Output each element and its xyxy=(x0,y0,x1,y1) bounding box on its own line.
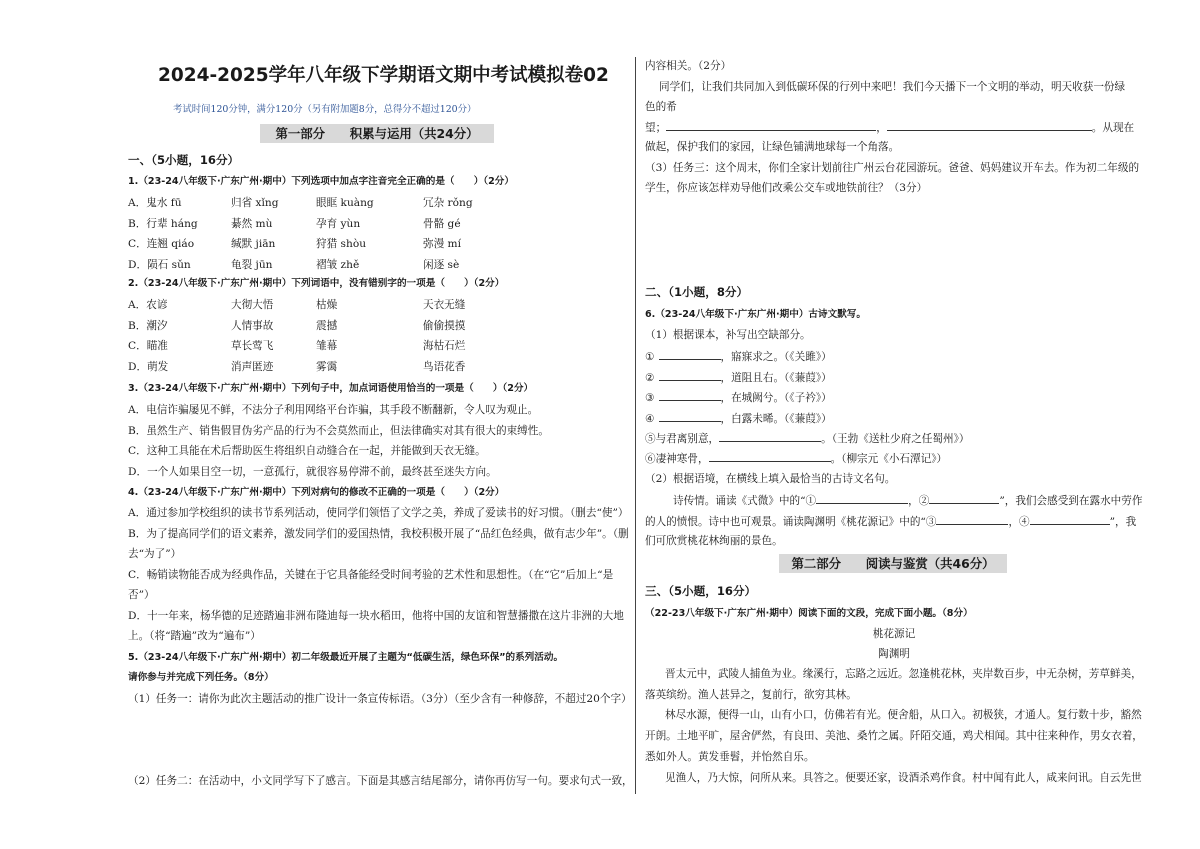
essay-line: 见渔人，乃大惊，问所从来。具答之。便要还家，设酒杀鸡作食。村中闻有此人，咸来问讯。自云先世 xyxy=(665,771,1142,784)
poem-context-line-1 xyxy=(673,493,1142,508)
answer-blank[interactable] xyxy=(659,411,721,422)
poem-context-line-2 xyxy=(645,514,1136,529)
question-5-task-1: （1）任务一：请你为此次主题活动的推广设计一条宣传标语。（3分）（至少含有一种修辞，不超过20个字） xyxy=(128,693,632,705)
option-cell: 褶皱 zhě xyxy=(316,258,360,271)
context-2b: ，④ xyxy=(1008,516,1030,528)
question-6: 6.（23-24八年级下·广东广州·期中）古诗文默写。 xyxy=(645,309,866,320)
answer-option: A．电信诈骗屡见不鲜，不法分子利用网络平台诈骗，其手段不断翻新，令人叹为观止。 xyxy=(128,404,539,416)
essay-line: 开朗。土地平旷，屋舍俨然，有良田、美池、桑竹之属。阡陌交通，鸡犬相闻。其中往来种作，男女衣着， xyxy=(645,730,1143,743)
item-5-source: 。（王勃《送杜少府之任蜀州》） xyxy=(821,433,970,445)
item-number: ③ xyxy=(645,392,655,404)
option-cell: 鸟语花香 xyxy=(423,360,466,373)
fill-suffix: 。从现在 xyxy=(1091,122,1135,134)
fill-comma: ， xyxy=(876,122,887,134)
answer-blank-c3[interactable] xyxy=(936,514,1008,525)
answer-option: B．为了提高同学们的语文素养，激发同学们的爱国热情，我校积极开展了“品红色经典，做有志少年”。（删 xyxy=(128,527,629,540)
context-1b: ，② xyxy=(908,495,930,507)
recitation-item xyxy=(645,411,832,426)
option-cell: 雾霭 xyxy=(316,360,338,373)
answer-option: C．这种工具能在术后帮助医生将组织自动缝合在一起，并能做到天衣无缝。 xyxy=(128,445,486,457)
option-cell: 草长莺飞 xyxy=(231,340,274,352)
slogan-fill-line xyxy=(645,120,1143,135)
item-text: ，寤寐求之。（《关雎》） xyxy=(720,351,832,363)
answer-blank-c4[interactable] xyxy=(1030,514,1110,525)
question-5: 5.（23-24八年级下·广东广州·期中）初二年级最近开展了主题为“低碳生活，绿色环保”的系列活动。 xyxy=(128,652,564,663)
answer-blank[interactable] xyxy=(659,390,721,401)
part2-banner: 第二部分 阅读与鉴赏（共46分） xyxy=(779,554,1007,573)
item-5-prefix: ⑤与君离别意， xyxy=(645,433,720,445)
option-cell: 龟裂 jūn xyxy=(231,258,273,271)
answer-blank[interactable] xyxy=(659,370,721,381)
question-1: 1.（23-24八年级下·广东广州·期中）下列选项中加点字注音完全正确的是（ ）（2分） xyxy=(128,176,514,187)
context-1c: ”，我们会感受到在露水中劳作 xyxy=(999,495,1143,507)
item-6-prefix: ⑥凄神寒骨， xyxy=(645,453,709,465)
option-cell: 闲逐 sè xyxy=(423,258,460,271)
option-cell: 枯燥 xyxy=(316,299,338,311)
answer-option: D．十一年来，杨华德的足迹踏遍非洲布隆迪每一块水稻田，他将中国的友谊和智慧播撒在这片非洲的大地 xyxy=(128,609,624,622)
option-cell: 海枯石烂 xyxy=(423,340,466,352)
part1-banner: 第一部分 积累与运用（共24分） xyxy=(260,124,494,143)
poem-context-line-3: 们可欣赏桃花林绚丽的景色。 xyxy=(645,535,783,547)
question-3: 3.（23-24八年级下·广东广州·期中）下列句子中，加点词语使用恰当的一项是（ ）（2分） xyxy=(128,383,534,394)
essay-line: 晋太元中，武陵人捕鱼为业。缘溪行，忘路之远近。忽逢桃花林，夹岸数百步，中无杂树，芳草鲜美， xyxy=(665,668,1142,680)
question-5-task-2: （2）任务二：在活动中，小文同学写下了感言。下面是其感言结尾部分，请你再仿写一句。要求句式一致， xyxy=(128,775,633,787)
section-2-heading: 二、（1小题，8分） xyxy=(645,285,749,299)
slogan-paragraph: 同学们，让我们共同加入到低碳环保的行列中来吧！我们今天播下一个文明的举动，明天收获一份绿 xyxy=(659,81,1126,93)
option-cell: 大彻大悟 xyxy=(231,299,274,311)
fill-prefix: 望； xyxy=(645,122,667,134)
recitation-item xyxy=(645,349,832,364)
option-cell: 天衣无缝 xyxy=(423,299,466,311)
answer-blank-c2[interactable] xyxy=(929,493,999,504)
option-cell: 骨骼 gé xyxy=(423,217,461,230)
option-cell: B．潮汐 xyxy=(128,319,168,332)
exam-meta: 考试时间120分钟，满分120分（另有附加题8分，总得分不超过120分） xyxy=(173,104,477,115)
option-cell: 人情事故 xyxy=(231,319,274,332)
option-cell: D．陨石 sǔn xyxy=(128,258,191,271)
option-cell: A．鬼水 fū xyxy=(128,197,182,209)
item-text: ，道阻且右。（《蒹葭》） xyxy=(720,371,832,384)
answer-option: 否”） xyxy=(128,589,155,601)
answer-option: 去“为了”） xyxy=(128,548,182,560)
option-cell: D．萌发 xyxy=(128,360,169,373)
essay-author: 陶渊明 xyxy=(878,648,910,660)
question-6-item-6 xyxy=(645,451,947,466)
context-2a: 的人的愤恨。诗中也可观景。诵读陶渊明《桃花源记》中的“③ xyxy=(645,516,937,528)
item-number: ① xyxy=(645,351,655,363)
question-5-continued: 请你参与并完成下列任务。（8分） xyxy=(128,672,274,683)
essay-title: 桃花源记 xyxy=(872,628,916,640)
option-cell: 归省 xǐng xyxy=(231,197,279,209)
option-cell: 冗杂 rǒng xyxy=(423,197,473,209)
question-7: （22-23八年级下·广东广州·期中）阅读下面的文段，完成下面小题。（8分） xyxy=(645,608,973,619)
answer-blank[interactable] xyxy=(659,349,721,360)
context-1a: 诗传情。诵读《式微》中的“① xyxy=(673,495,817,507)
column-divider xyxy=(635,57,636,794)
slogan-paragraph-2: 色的希 xyxy=(645,101,677,113)
item-number: ④ xyxy=(645,412,655,425)
continued-text: 内容相关。（2分） xyxy=(645,60,732,72)
item-text: ，白露未晞。（《蒹葭》） xyxy=(720,412,832,425)
answer-option: D．一个人如果目空一切，一意孤行，就很容易停滞不前，最终甚至迷失方向。 xyxy=(128,465,497,478)
item-text: ，在城阙兮。（《子衿》） xyxy=(720,392,832,404)
answer-option: A．通过参加学校组织的读书节系列活动，使同学们领悟了文学之美，养成了爱读书的好习惯。（删去“使”） xyxy=(128,507,629,519)
task-3-text-2: 学生，你应该怎样劝导他们改乘公交车或地铁前往？（3分） xyxy=(645,182,928,194)
option-cell: 震撼 xyxy=(316,319,338,332)
option-cell: 眼眶 kuàng xyxy=(316,197,374,209)
option-cell: 孕育 yùn xyxy=(316,217,361,230)
essay-line: 悉如外人。黄发垂髫，并怡然自乐。 xyxy=(645,750,815,763)
essay-line: 落英缤纷。渔人甚异之，复前行，欲穷其林。 xyxy=(645,688,857,701)
task-3-text: （3）任务三：这个周末，你们全家计划前往广州云台花园游玩。爸爸、妈妈建议开车去。作为初二年级的 xyxy=(645,162,1140,174)
option-cell: 狩猎 shòu xyxy=(316,238,367,250)
question-6-part-1: （1）根据课本，补写出空缺部分。 xyxy=(645,329,811,341)
option-cell: B．行辈 háng xyxy=(128,217,198,230)
option-cell: 綦然 mù xyxy=(231,217,273,230)
essay-line: 林尽水源，便得一山，山有小口，仿佛若有光。便舍船，从口入。初极狭，才通人。复行数十步，豁然 xyxy=(665,709,1142,722)
question-2: 2.（23-24八年级下·广东广州·期中）下列词语中，没有错别字的一项是（ ）（2分） xyxy=(128,278,505,289)
recitation-item xyxy=(645,390,832,405)
answer-option: 上。（将“踏遍”改为“遍布”） xyxy=(128,630,261,642)
option-cell: 弥漫 mí xyxy=(423,238,461,250)
answer-blank-2[interactable] xyxy=(887,120,1092,131)
answer-blank-1[interactable] xyxy=(666,120,876,131)
slogan-paragraph-3: 做起，保护我们的家园，让绿色铺满地球每一个角落。 xyxy=(645,141,900,153)
option-cell: C．瞄准 xyxy=(128,340,168,352)
question-6-part-2: （2）根据语境，在横线上填入最恰当的古诗文名句。 xyxy=(645,473,896,485)
answer-blank-c1[interactable] xyxy=(816,493,908,504)
option-cell: A．农谚 xyxy=(128,299,168,311)
item-6-source: 。（柳宗元《小石潭记》） xyxy=(830,453,948,465)
page-title: 2024-2025学年八年级下学期语文期中考试模拟卷02 xyxy=(158,65,609,86)
answer-blank-item-6[interactable] xyxy=(709,451,831,462)
option-cell: 偷偷摸摸 xyxy=(423,319,466,332)
recitation-item xyxy=(645,370,832,385)
option-cell: 雏幕 xyxy=(316,340,338,352)
item-number: ② xyxy=(645,371,655,384)
question-6-item-5 xyxy=(645,431,969,446)
option-cell: 缄默 jiān xyxy=(231,238,276,250)
answer-option: C．畅销读物能否成为经典作品，关键在于它具备能经受时间考验的艺术性和思想性。（在“它”后加上“是 xyxy=(128,568,614,581)
answer-blank-item-5[interactable] xyxy=(719,431,821,442)
section-1-heading: 一、（5小题，16分） xyxy=(128,153,240,167)
option-cell: C．连翘 qiáo xyxy=(128,238,195,250)
option-cell: 消声匿迹 xyxy=(231,360,274,373)
section-3-heading: 三、（5小题，16分） xyxy=(645,584,757,598)
context-2c: ”，我 xyxy=(1109,516,1137,528)
answer-option: B．虽然生产、销售假冒伪劣产品的行为不会莫然而止，但法律确实对其有很大的束缚性。 xyxy=(128,424,549,437)
question-4: 4.（23-24八年级下·广东广州·期中）下列对病句的修改不正确的一项是（ ）（2分） xyxy=(128,487,505,498)
